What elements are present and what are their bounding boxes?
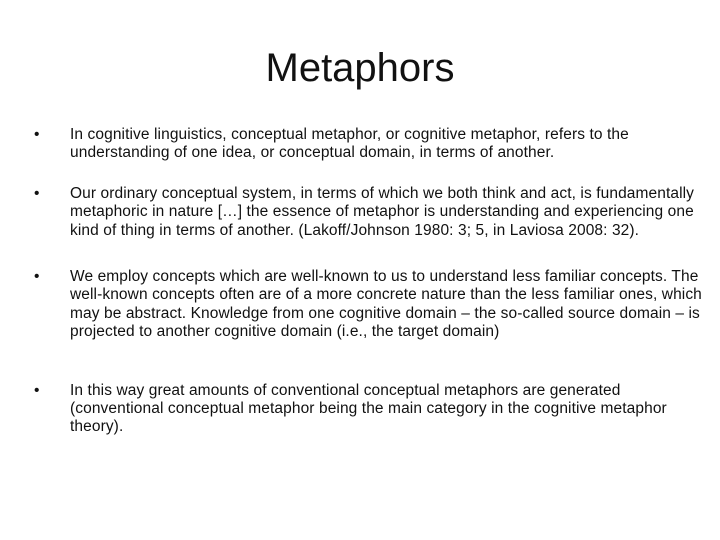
slide-title: Metaphors bbox=[265, 46, 455, 90]
bullet-item bbox=[34, 268, 710, 342]
bullet-text: In cognitive linguistics, conceptual metaphor, or cognitive metaphor, refers to the understanding of one idea, or conceptual domain, in terms of another. bbox=[70, 126, 629, 162]
bullet-text: In this way great amounts of conventional conceptual metaphors are generated (conventional conceptual metaphor being the main category in the cognitive metaphor theory). bbox=[70, 381, 667, 436]
bullet-dot-icon: • bbox=[34, 126, 40, 143]
bullet-list bbox=[34, 126, 710, 437]
bullet-dot-icon: • bbox=[34, 184, 40, 202]
bullet-dot-icon: • bbox=[34, 268, 40, 286]
bullet-item bbox=[34, 185, 710, 240]
bullet-text: Our ordinary conceptual system, in terms of which we both think and act, is fundamentally metaphoric in nature […] the essence of metaphor is understanding and experiencing one kind of thing in terms of another. (Lakoff/Johnson 1980: 3; 5, in Laviosa 2008: 32). bbox=[70, 184, 695, 239]
bullet-item bbox=[34, 382, 710, 437]
bullet-item bbox=[34, 126, 710, 163]
bullet-text: We employ concepts which are well-known to us to understand less familiar concepts. The well-known concepts often are of a more concrete nature than the less familiar ones, which may be abstract. Knowledge from one cognitive domain – the so-called source domain – is projected to another cognitive domain (i.e., the target domain) bbox=[70, 268, 702, 341]
bullet-dot-icon: • bbox=[34, 381, 40, 399]
